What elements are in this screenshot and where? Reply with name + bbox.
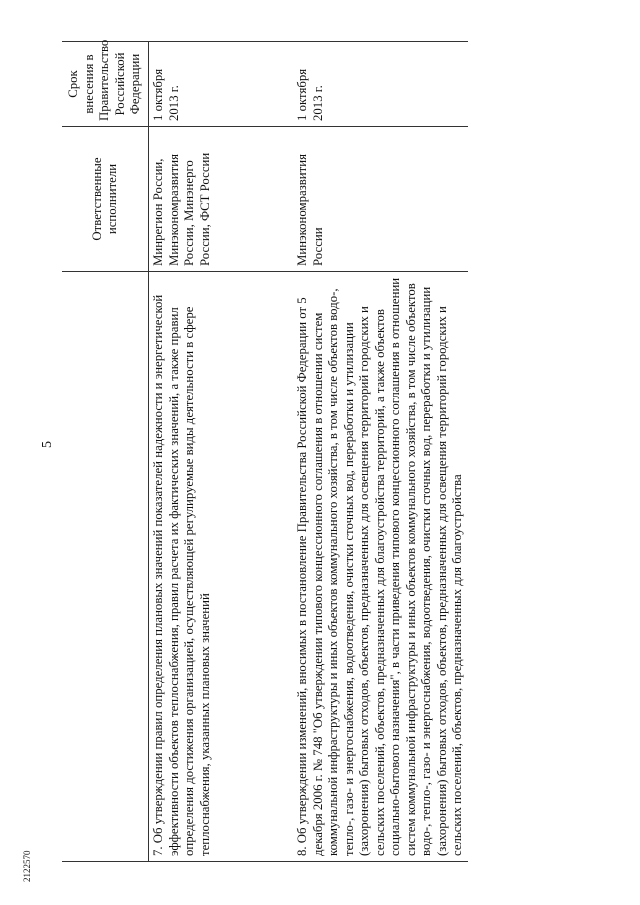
header-task bbox=[62, 272, 149, 862]
page-number: 5 bbox=[40, 441, 55, 448]
plan-table bbox=[62, 41, 468, 862]
table-row bbox=[149, 42, 294, 862]
rotated-table-container bbox=[62, 39, 582, 862]
header-responsible: Ответственные исполнители bbox=[62, 127, 149, 272]
header-deadline: Срок внесения в Правительство Российской Федерации bbox=[62, 42, 149, 127]
document-id: 2122570 bbox=[22, 850, 32, 882]
deadline-cell: 1 октября 2013 г. bbox=[293, 42, 468, 127]
responsible-cell: Минэкономразвития России bbox=[293, 127, 468, 272]
table-row bbox=[293, 42, 468, 862]
task-cell: 8. Об утверждении изменений, вносимых в постановление Правительства Российской Федерации от 5 декабря 2006 г. № 748 "Об утверждении типового концессионного соглашения в отношении систем коммунальной инфраструктуры и иных объектов коммунального хозяйства, в том числе объектов водо-, тепло-, газо- и энергоснабжения, водоотведения, очистки сточных вод, переработки и утилизации (захоронения) бытовых отходов, объектов, предназначенных для освещения территорий городских и сельских поселений, объектов, предназначенных для благоустройства территорий, а также объектов социально-бытового назначения", в части приведения типового концессионного соглашения в отношении систем коммунальной инфраструктуры и иных объектов коммунального хозяйства, в том числе объектов водо-, тепло-, газо- и энергоснабжения, водоотведения, очистки сточных вод, переработки и утилизации (захоронения) бытовых отходов, объектов, предназначенных для освещения территорий городских и сельских поселений, объектов, предназначенных для благоустройства bbox=[293, 272, 468, 862]
task-cell: 7. Об утверждении правил определения плановых значений показателей надежности и энергетической эффективности объектов теплоснабжения, правил расчета их фактических значений, а также правил определения достижения организацией, осуществляющей регулируемые виды деятельности в сфере теплоснабжения, указанных плановых значений bbox=[149, 272, 294, 862]
responsible-cell: Минрегион России, Минэкономразвития России, Минэнерго России, ФСТ России bbox=[149, 127, 294, 272]
deadline-cell: 1 октября 2013 г. bbox=[149, 42, 294, 127]
table-header-row bbox=[62, 42, 149, 862]
